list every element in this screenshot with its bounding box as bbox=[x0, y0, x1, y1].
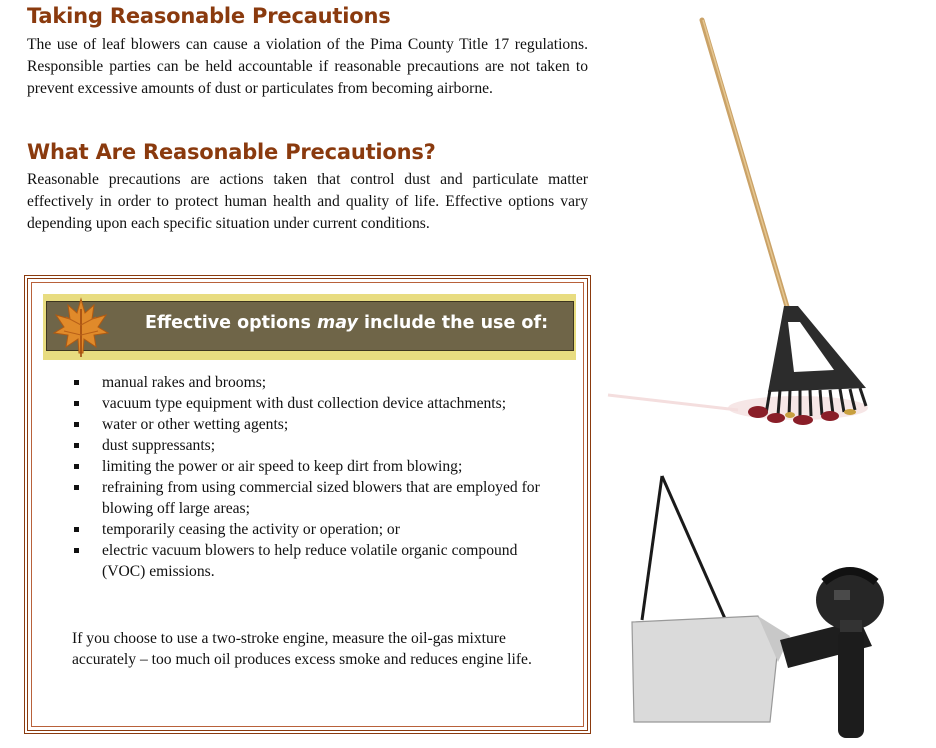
list-item: limiting the power or air speed to keep dirt from blowing; bbox=[72, 456, 552, 477]
banner-emphasis: may bbox=[317, 313, 358, 333]
leaf-blower-illustration bbox=[620, 470, 910, 748]
options-list bbox=[72, 372, 552, 582]
list-item: electric vacuum blowers to help reduce volatile organic compound (VOC) emissions. bbox=[72, 540, 552, 582]
list-item: manual rakes and brooms; bbox=[72, 372, 552, 393]
list-item: vacuum type equipment with dust collection device attachments; bbox=[72, 393, 552, 414]
heading-what-are-precautions: What Are Reasonable Precautions? bbox=[27, 140, 436, 164]
list-item: temporarily ceasing the activity or operation; or bbox=[72, 519, 552, 540]
maple-leaf-icon bbox=[52, 295, 110, 361]
list-item: water or other wetting agents; bbox=[72, 414, 552, 435]
paragraph-what-are-precautions: Reasonable precautions are actions taken that control dust and particulate matter effectively in order to protect human health and quality of life. Effective options vary depending upon each specific situation under current conditions. bbox=[27, 171, 588, 232]
two-stroke-note: If you choose to use a two-stroke engine, measure the oil-gas mixture accurately – too much oil produces excess smoke and reduces engine life. bbox=[72, 630, 532, 668]
paragraph-taking-precautions: The use of leaf blowers can cause a violation of the Pima County Title 17 regulations. Responsible parties can be held accountable if reasonable precautions are not taken to prevent excessive amounts of dust or particulates from becoming airborne. bbox=[27, 36, 588, 97]
effective-options-banner bbox=[46, 301, 574, 351]
list-item: refraining from using commercial sized blowers that are employed for blowing off large areas; bbox=[72, 477, 552, 519]
rake-illustration bbox=[598, 10, 898, 440]
list-item: dust suppressants; bbox=[72, 435, 552, 456]
banner-title: Effective options may include the use of: bbox=[145, 313, 549, 333]
heading-taking-precautions: Taking Reasonable Precautions bbox=[27, 4, 391, 28]
effective-options-box bbox=[24, 275, 591, 734]
